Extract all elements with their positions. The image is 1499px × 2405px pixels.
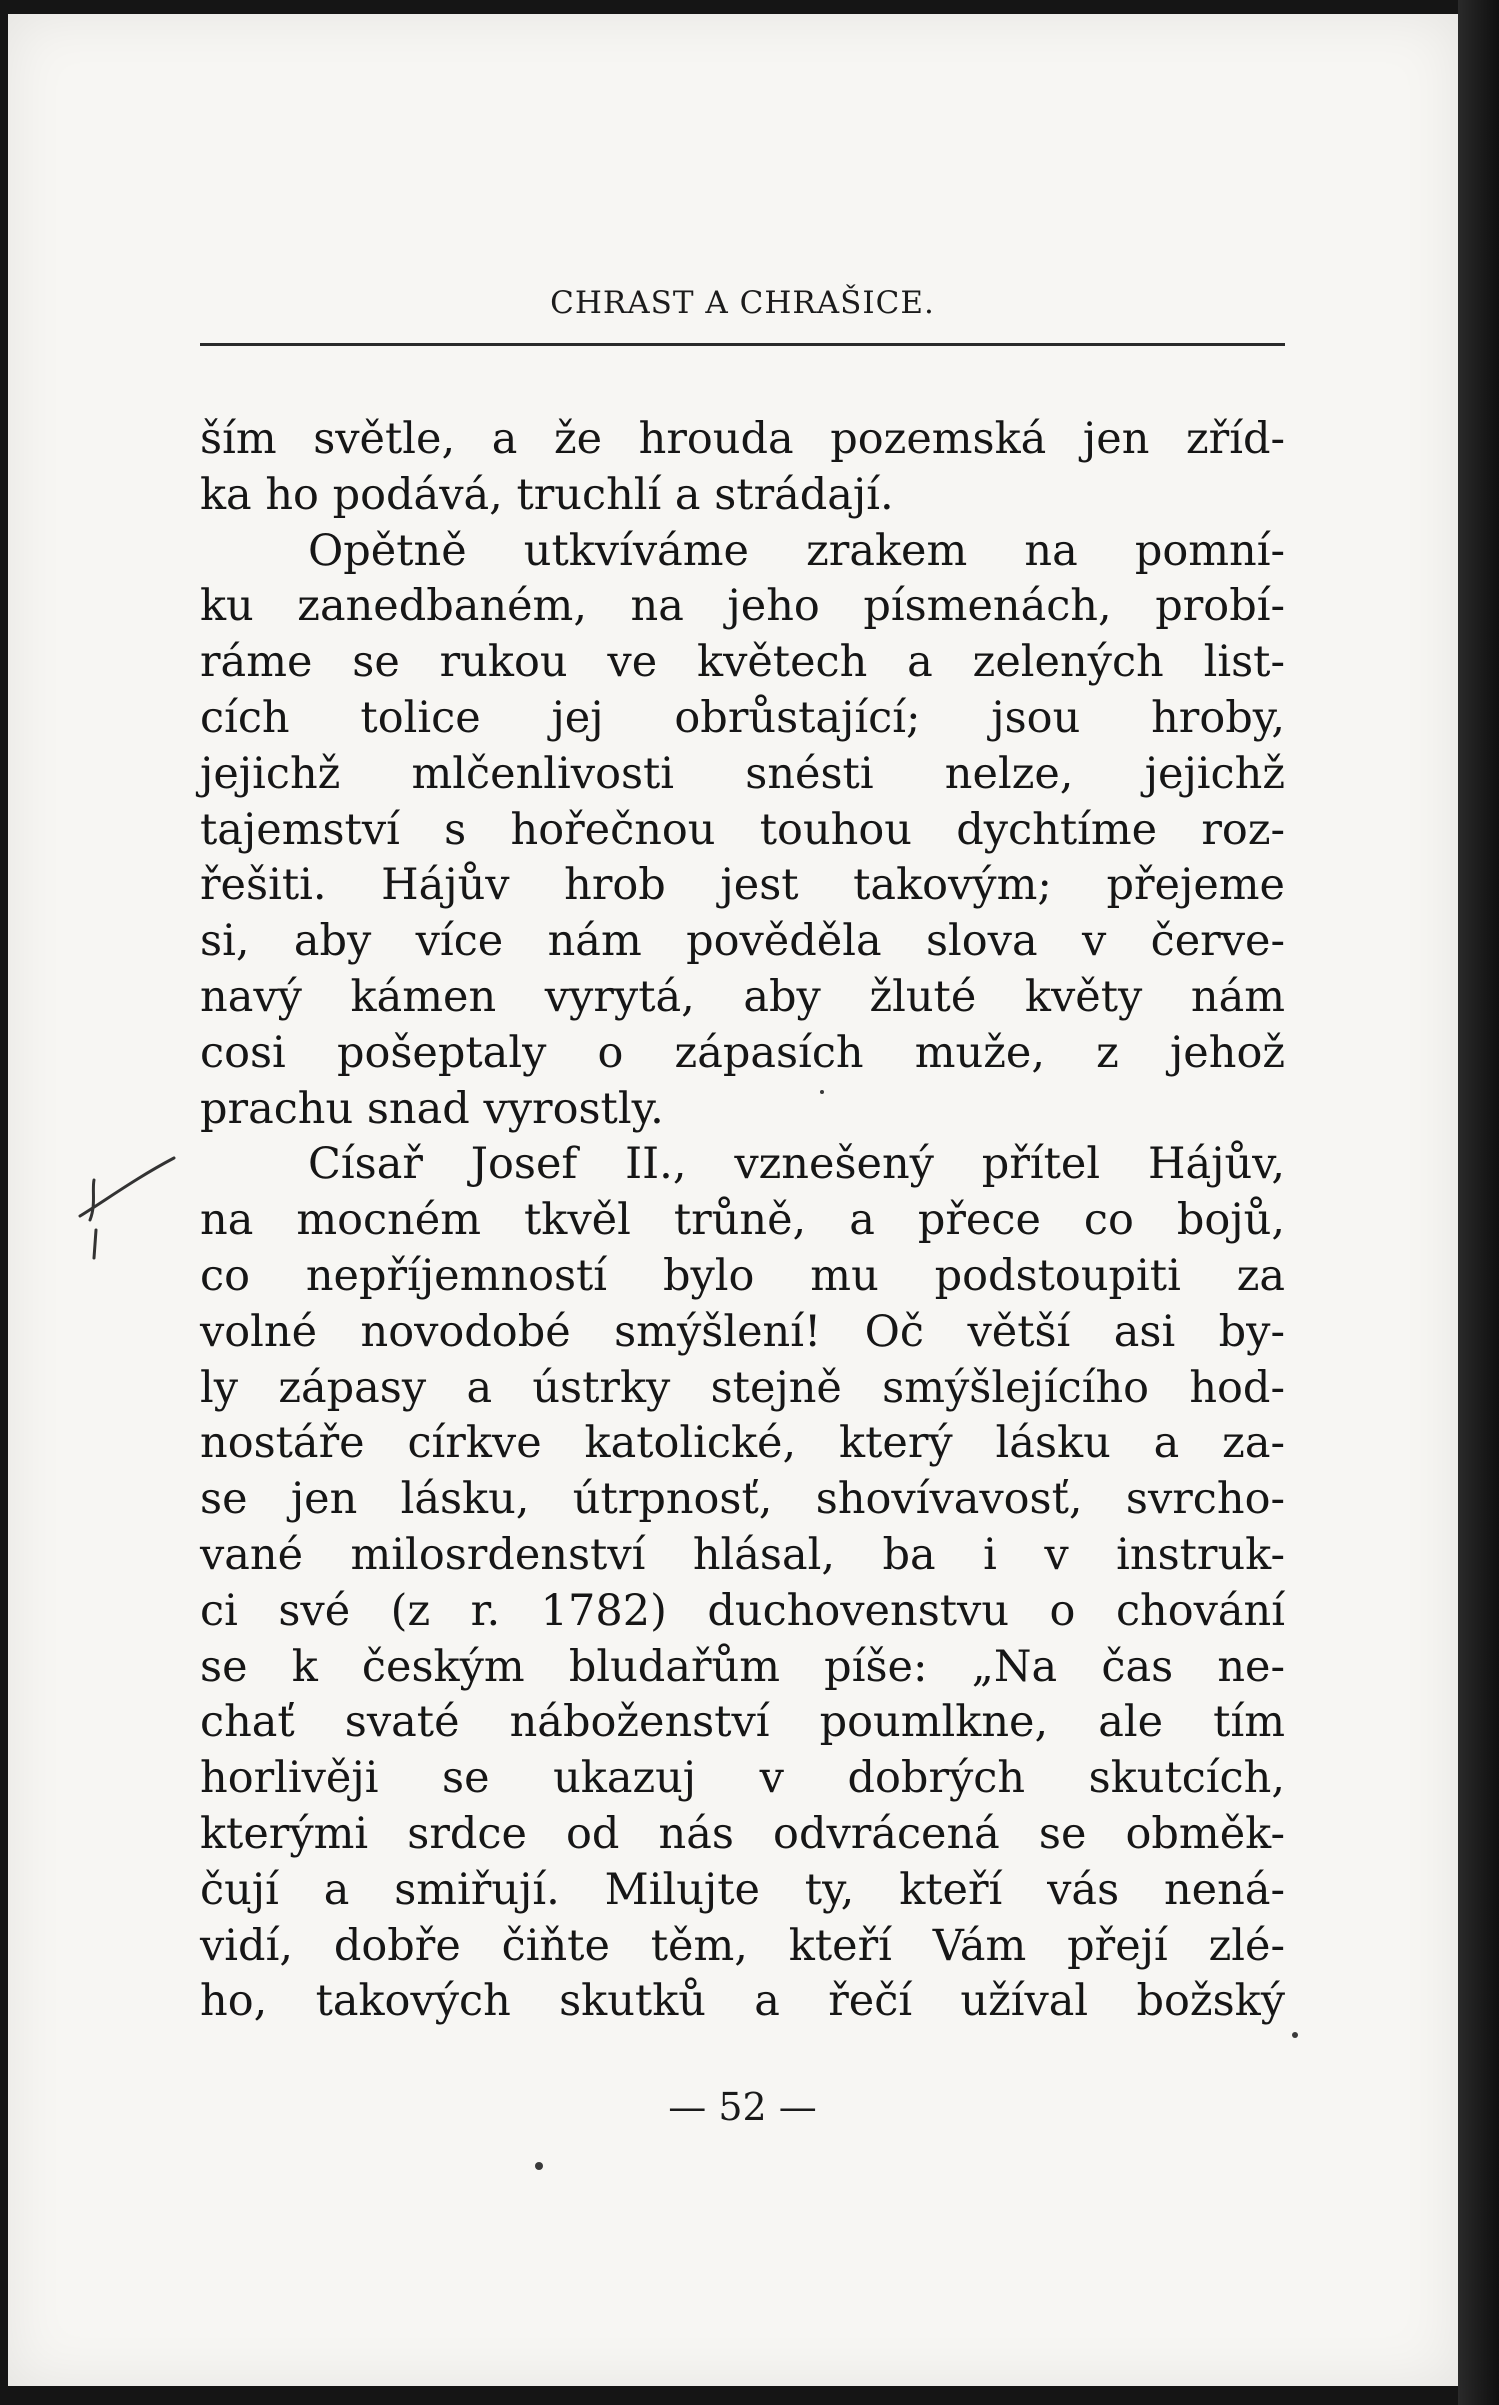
text-line: na mocném tkvěl trůně, a přece co bojů,: [200, 1195, 1285, 1246]
text-line: prachu snad vyrostly.: [200, 1083, 664, 1134]
paper-speck: [535, 2162, 543, 2170]
header-rule: [200, 343, 1285, 346]
text-line: ka ho podává, truchlí a strádají.: [200, 469, 894, 520]
text-line: si, aby více nám pověděla slova v červe-: [200, 916, 1285, 967]
text-line: řešiti. Hájův hrob jest takovým; přejeme: [200, 860, 1285, 911]
paper-speck: [1292, 2032, 1298, 2038]
text-line: cosi pošeptaly o zápasích muže, z jehož: [200, 1027, 1285, 1078]
text-line: se k českým bludařům píše: „Na čas ne-: [200, 1641, 1285, 1692]
page-edge-shadow: [1458, 0, 1499, 2405]
text-line: chať svaté náboženství poumlkne, ale tím: [200, 1697, 1285, 1748]
paper-speck: [820, 1090, 824, 1094]
body-text: [200, 412, 1285, 2030]
text-line: vané milosrdenství hlásal, ba i v instruk-: [200, 1529, 1285, 1580]
text-line: ráme se rukou ve květech a zelených list-: [200, 637, 1285, 688]
text-line: ším světle, a že hrouda pozemská jen zříd-: [200, 414, 1285, 464]
text-line: ci své (z r. 1782) duchovenstvu o chování: [200, 1585, 1285, 1636]
text-line: navý kámen vyrytá, aby žluté květy nám: [200, 971, 1285, 1022]
page-number: — 52 —: [668, 2085, 817, 2129]
text-line: Císař Josef II., vznešený přítel Hájův,: [308, 1139, 1285, 1190]
text-line: tajemství s hořečnou touhou dychtíme roz-: [200, 804, 1285, 855]
text-line: Opětně utkvíváme zrakem na pomní-: [308, 525, 1285, 576]
text-line: horlivěji se ukazuj v dobrých skutcích,: [200, 1753, 1285, 1804]
text-line: volné novodobé smýšlení! Oč větší asi by-: [200, 1306, 1285, 1357]
running-head: CHRAST A CHRAŠICE.: [550, 285, 935, 321]
text-line: kterými srdce od nás odvrácená se obměk-: [200, 1808, 1285, 1859]
text-line: ho, takových skutků a řečí užíval božský: [200, 1976, 1285, 2027]
text-line: se jen lásku, útrpnosť, shovívavosť, svrcho-: [200, 1474, 1285, 1525]
text-line: jejichž mlčenlivosti snésti nelze, jejichž: [200, 748, 1285, 799]
text-line: cích tolice jej obrůstající; jsou hroby,: [200, 692, 1285, 743]
handwritten-margin-mark: [76, 1150, 186, 1270]
text-line: čují a smiřují. Milujte ty, kteří vás nená-: [200, 1864, 1285, 1915]
text-line: ly zápasy a ústrky stejně smýšlejícího hod-: [200, 1362, 1285, 1413]
text-line: nostáře církve katolické, který lásku a za-: [200, 1418, 1285, 1469]
text-line: ku zanedbaném, na jeho písmenách, probí-: [200, 581, 1285, 632]
text-line: vidí, dobře čiňte těm, kteří Vám přejí zlé-: [200, 1920, 1285, 1971]
text-line: co nepříjemností bylo mu podstoupiti za: [200, 1250, 1285, 1301]
